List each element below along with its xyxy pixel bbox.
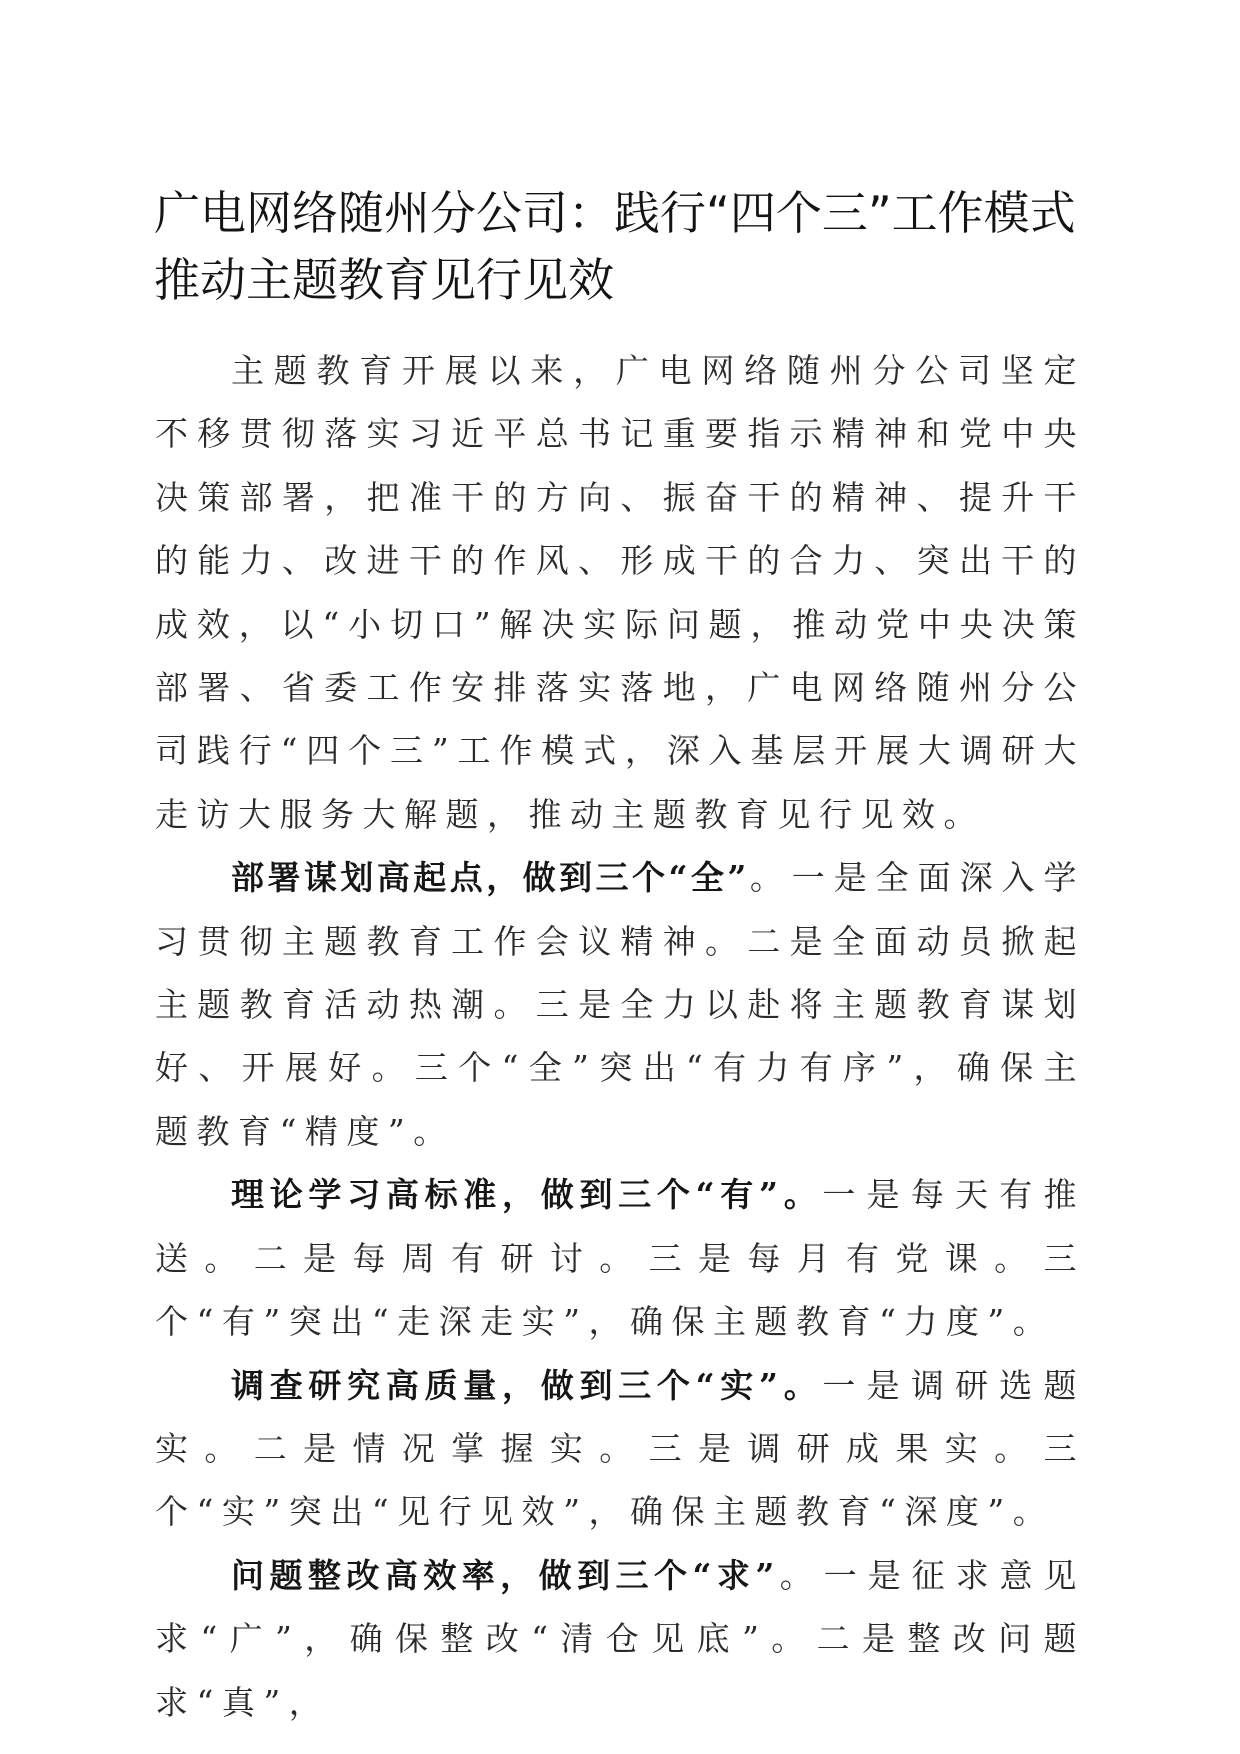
paragraph-text: 一是调研选题实。二是情况掌握实。三是调研成果实。三个“实”突出“见行见效”，确保主题教育“深度”。 [155,1365,1086,1532]
paragraph-text: 一是每天有推送。二是每周有研讨。三是每月有党课。三个“有”突出“走深走实”，确保主题教育“力度”。 [155,1175,1086,1342]
paragraph-deployment [155,846,1085,1163]
paragraph-lead: 理论学习高标准，做到三个“有”。 [231,1175,823,1215]
paragraph-research [155,1354,1085,1544]
paragraph-text: 。一是征求意见求“广”，确保整改“清仓见底”。二是整改问题求“真”， [155,1555,1086,1722]
paragraph-lead: 问题整改高效率，做到三个“求” [231,1555,778,1595]
paragraph-lead: 部署谋划高起点，做到三个“全” [231,858,750,898]
paragraph-lead: 调查研究高质量，做到三个“实”。 [231,1365,823,1405]
paragraph-intro [155,339,1085,846]
paragraph-text: 。一是全面深入学习贯彻主题教育工作会议精神。二是全面动员掀起主题教育活动热潮。三是全力以赴将主题教育谋划好、开展好。三个“全”突出“有力有序”，确保主题教育“精度”。 [155,858,1086,1151]
paragraph-theory-study [155,1163,1085,1353]
document-body [155,339,1085,1734]
paragraph-rectification [155,1544,1085,1734]
document-title: 广电网络随州分公司：践行“四个三”工作模式 推动主题教育见行见效 [154,186,1076,307]
paragraph-text: 主题教育开展以来，广电网络随州分公司坚定不移贯彻落实习近平总书记重要指示精神和党中央决策部署，把准干的方向、振奋干的精神、提升干的能力、改进干的作风、形成干的合力、突出干的成效，以“小切口”解决实际问题，推动党中央决策部署、省委工作安排落实落地，广电网络随州分公司践行“四个三”工作模式，深入基层开展大调研大走访大服务大解题，推动主题教育见行见效。 [155,351,1085,834]
